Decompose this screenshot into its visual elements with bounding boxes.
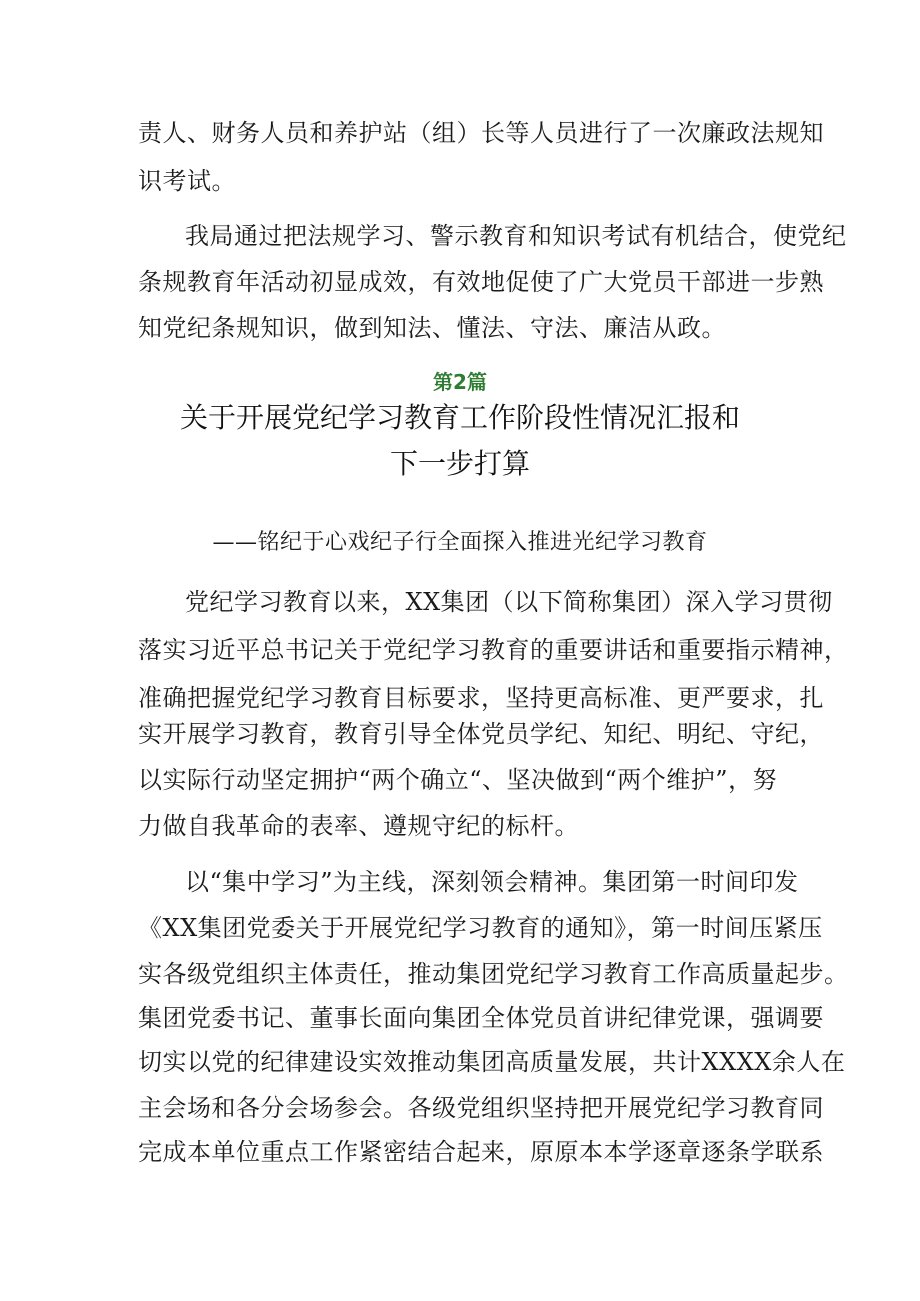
document-title-line: 下一步打算 (389, 447, 530, 480)
text-line: 条规教育年活动初显成效，有效地促使了广大党员干部进一步熟 (138, 268, 824, 296)
document-subtitle: ——铭纪于心戏纪子行全面探入推进光纪学习教育 (212, 530, 708, 555)
text-line: 落实习近平总书记关于党纪学习教育的重要讲话和重要指示精神， (138, 636, 849, 664)
text-line: 我局通过把法规学习、警示教育和知识考试有机结合，使党纪 (185, 222, 847, 250)
section-label: 第2篇 (433, 370, 487, 394)
text-line: 知党纪条规知识，做到知法、懂法、守法、廉洁从政。 (138, 314, 726, 342)
text-line: 集团党委书记、董事长面向集团全体党员首讲纪律党课，强调要 (138, 1004, 824, 1032)
text-line: 以“集中学习”为主线，深刻领会精神。集团第一时间印发 (185, 868, 799, 896)
text-line: 《XX集团党委关于开展党纪学习教育的通知》，第一时间压紧压 (138, 914, 823, 942)
text-line: 责人、财务人员和养护站（组）长等人员进行了一次廉政法规知 (138, 119, 824, 147)
text-line: 以实际行动坚定拥护“两个确立“、坚决做到“两个维护”，努 (138, 766, 778, 794)
text-line: 完成本单位重点工作紧密结合起来，原原本本学逐章逐条学联系 (138, 1138, 824, 1166)
text-line: 实各级党组织主体责任，推动集团党纪学习教育工作高质量起步。 (138, 960, 849, 988)
text-line: 切实以党的纪律建设实效推动集团高质量发展，共计XXXX余人在 (138, 1048, 846, 1076)
text-line: 实开展学习教育，教育引导全体党员学纪、知纪、明纪、守纪， (138, 720, 824, 748)
text-line: 识考试。 (138, 167, 236, 195)
document-title-line: 关于开展党纪学习教育工作阶段性情况汇报和 (179, 401, 740, 434)
text-line: 主会场和各分会场参会。各级党组织坚持把开展党纪学习教育同 (138, 1094, 824, 1122)
text-line: 准确把握党纪学习教育目标要求，坚持更高标准、更严要求，扎 (138, 684, 824, 712)
text-line: 力做自我革命的表率、遵规守纪的标杆。 (138, 812, 579, 840)
text-line: 党纪学习教育以来，XX集团（以下简称集团）深入学习贯彻 (185, 588, 833, 616)
